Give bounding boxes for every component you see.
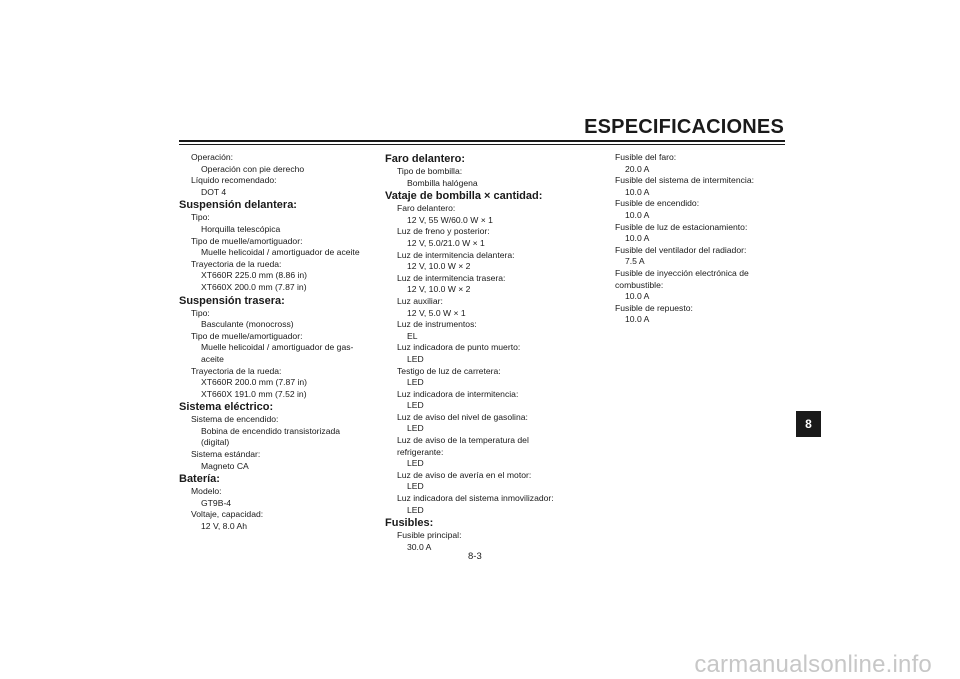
spec-label: Fusible del faro: [615,152,677,162]
spec-label: Trayectoria de la rueda: [191,365,282,376]
spec-label: Tipo de muelle/amortiguador: [191,330,303,341]
spec-value: 10.0 A [625,291,650,302]
spec-label: Luz indicadora de intermitencia: [397,388,519,399]
page-number: 8-3 [468,551,482,562]
spec-label: Luz de intermitencia trasera: [397,272,506,283]
spec-value: Muelle helicoidal / amortiguador de gas- [201,342,354,353]
spec-label: Fusible del sistema de intermitencia: [615,175,754,186]
spec-label: Fusible principal: [397,530,462,541]
spec-label: Faro delantero: [397,203,456,214]
title-rule-thick [179,140,785,142]
spec-label: Líquido recomendado: [191,175,277,186]
spec-label: Fusible de inyección electrónica de [615,267,749,278]
spec-value: Basculante (monocross) [201,319,294,330]
spec-label: Luz de aviso del nivel de gasolina: [397,411,528,422]
spec-value: 12 V, 5.0/21.0 W × 1 [407,237,485,248]
spec-value: LED [407,481,424,492]
section-heading: Faro delantero: [385,153,466,165]
spec-label: Tipo de muelle/amortiguador: [191,235,303,246]
spec-value: LED [407,504,424,515]
spec-label: Luz de aviso de la temperatura del [397,435,529,446]
spec-value: 10.0 A [625,209,650,220]
spec-value: combustible: [615,279,664,290]
spec-label: Tipo de bombilla: [397,166,463,176]
spec-label: Testigo de luz de carretera: [397,365,501,376]
spec-label: Luz indicadora de punto muerto: [397,342,521,353]
spec-label: Tipo: [191,212,210,223]
section-heading: Suspensión trasera: [179,294,285,307]
spec-column-right [603,152,783,326]
spec-label: Sistema estándar: [191,449,261,460]
spec-value: 12 V, 10.0 W × 2 [407,284,471,295]
spec-value: aceite [201,353,224,364]
spec-label: Fusible de luz de estacionamiento: [615,221,748,232]
spec-value: GT9B-4 [201,497,232,508]
spec-label: Luz de aviso de avería en el motor: [397,469,532,480]
spec-value: XT660X 200.0 mm (7.87 in) [201,281,307,292]
spec-value: 10.0 A [625,233,650,244]
section-heading: Suspensión delantera: [179,199,297,212]
spec-value: refrigerante: [397,446,444,457]
spec-value: EL [407,330,418,341]
spec-label: Trayectoria de la rueda: [191,258,282,269]
spec-value: Magneto CA [201,460,249,471]
spec-value: 10.0 A [625,186,650,197]
chapter-tab: 8 [796,411,821,437]
spec-value: LED [407,458,424,469]
spec-label: Luz indicadora del sistema inmovilizador: [397,493,554,504]
spec-label: Luz de instrumentos: [397,319,477,330]
spec-value: Bombilla halógena [407,177,478,188]
spec-value: XT660R 200.0 mm (7.87 in) [201,377,308,388]
section-heading: Batería: [179,473,220,486]
section-heading: Vataje de bombilla × cantidad: [385,190,543,203]
spec-value: (digital) [201,437,230,448]
section-heading: Fusibles: [385,517,434,530]
spec-value: 12 V, 8.0 Ah [201,521,248,532]
spec-value: LED [407,423,424,434]
spec-column-middle [385,152,590,553]
spec-value: 10.0 A [625,314,650,325]
spec-label: Tipo: [191,307,210,318]
section-heading: Sistema eléctrico: [179,401,274,414]
spec-value: 30.0 A [407,541,432,552]
spec-value: 12 V, 5.0 W × 1 [407,307,466,318]
spec-value: Bobina de encendido transistorizada [201,425,341,436]
spec-value: DOT 4 [201,186,227,197]
spec-value: Horquilla telescópica [201,223,281,234]
spec-label: Luz de freno y posterior: [397,226,490,237]
title-rule-thin [179,144,785,145]
watermark-text: carmanualsonline.info [694,651,932,678]
spec-value: 12 V, 10.0 W × 2 [407,261,471,272]
spec-value: Muelle helicoidal / amortiguador de aceite [201,247,360,258]
spec-value: LED [407,377,424,388]
spec-label: Operación: [191,152,234,162]
spec-value: Operación con pie derecho [201,163,305,174]
spec-label: Modelo: [191,486,222,497]
spec-value: 20.0 A [625,163,650,174]
spec-value: LED [407,353,424,364]
spec-label: Sistema de encendido: [191,414,279,425]
spec-label: Voltaje, capacidad: [191,509,264,520]
spec-value: LED [407,400,424,411]
spec-column-left [179,152,384,533]
spec-value: 12 V, 55 W/60.0 W × 1 [407,214,493,225]
spec-value: 7.5 A [625,256,645,267]
spec-label: Fusible de encendido: [615,198,700,209]
spec-value: XT660R 225.0 mm (8.86 in) [201,270,308,281]
spec-label: Fusible de repuesto: [615,302,693,313]
spec-label: Luz de intermitencia delantera: [397,249,515,260]
page-title: ESPECIFICACIONES [584,116,784,138]
spec-label: Luz auxiliar: [397,295,443,306]
spec-label: Fusible del ventilador del radiador: [615,244,747,255]
spec-value: XT660X 191.0 mm (7.52 in) [201,388,307,399]
